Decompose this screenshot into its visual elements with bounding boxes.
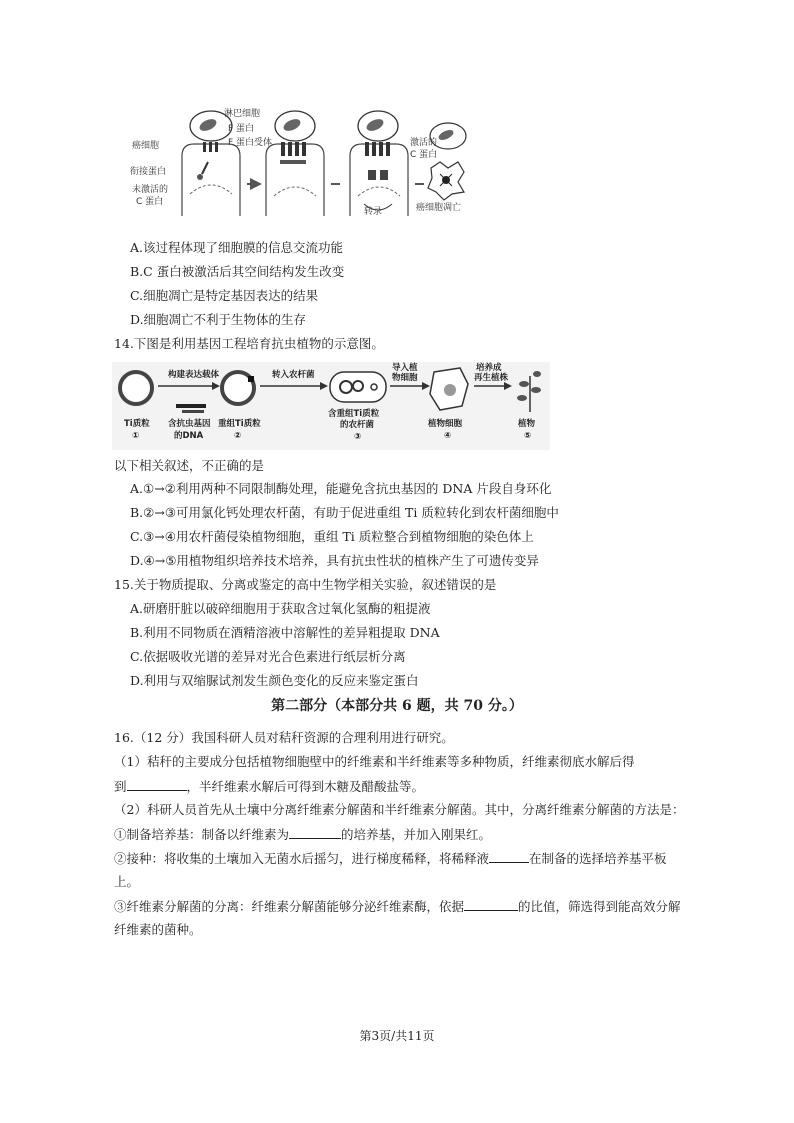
label-apoptosis: 癌细胞凋亡 xyxy=(416,203,462,213)
q15-option-a: A.研磨肝脏以破碎细胞用于获取含过氧化氢酶的粗提液 xyxy=(130,601,431,616)
label-dna-2: 的DNA xyxy=(174,431,204,441)
label-transcription: 转录 xyxy=(364,207,383,217)
answer-blank-2[interactable] xyxy=(289,826,341,839)
q16-step3-prefix: ③纤维素分解菌的分离：纤维素分解菌能够分泌纤维素酶，依据 xyxy=(114,899,465,914)
apoptosis-figure xyxy=(128,104,473,224)
q16-step3-cont: 纤维素的菌种。 xyxy=(114,922,202,937)
label-ti-plasmid: Ti质粒 xyxy=(124,419,150,429)
label-lymphocyte: 淋巴细胞 xyxy=(224,109,261,119)
label-active-c-2: C 蛋白 xyxy=(410,150,438,160)
q16-step2-suffix: 在制备的选择培养基平板 xyxy=(529,851,667,866)
q15-stem: 15.关于物质提取、分离或鉴定的高中生物学相关实验，叙述错误的是 xyxy=(114,577,497,592)
q16-step1 xyxy=(114,826,491,843)
q16-part1-line2 xyxy=(114,778,424,795)
q15-option-c: C.依据吸收光谱的差异对光合色素进行纸层析分离 xyxy=(130,649,406,664)
step-culture-1: 培养成 xyxy=(476,363,502,373)
q16-part1-prefix: 到 xyxy=(114,779,127,794)
label-recomb-plasmid: 重组Ti质粒 xyxy=(218,419,261,429)
q14-option-c: C.③→④用农杆菌侵染植物细胞，重组 Ti 质粒整合到植物细胞的染色体上 xyxy=(130,529,534,544)
label-inactive-c-1: 未激活的 xyxy=(132,185,169,195)
label-f-protein: F 蛋白 xyxy=(228,124,255,134)
section-2-title: 第二部分（本部分共 6 题，共 70 分。） xyxy=(271,698,523,714)
apoptotic-cell xyxy=(428,123,466,200)
step-culture-2: 再生植株 xyxy=(474,373,509,383)
q16-step3 xyxy=(114,898,681,915)
label-inactive-c-2: C 蛋白 xyxy=(136,197,164,207)
label-plant-cell: 植物细胞 xyxy=(428,419,463,429)
q14-option-b: B.②→③可用氯化钙处理农杆菌，有助于促进重组 Ti 质粒转化到农杆菌细胞中 xyxy=(130,505,559,520)
label-num-3: ③ xyxy=(354,432,362,442)
cancer-cell-stage-3 xyxy=(350,111,408,216)
q14-option-d: D.④→⑤用植物组织培养技术培养，具有抗虫性状的植株产生了可遗传变异 xyxy=(130,553,539,568)
q15-option-b: B.利用不同物质在酒精溶液中溶解性的差异粗提取 DNA xyxy=(130,625,440,640)
q16-step1-suffix: 的培养基，并加入刚果红。 xyxy=(341,827,492,842)
label-f-receptor: F 蛋白受体 xyxy=(228,138,273,148)
genetic-engineering-figure xyxy=(112,362,550,450)
q16-stem: 16.（12 分）我国科研人员对秸秆资源的合理利用进行研究。 xyxy=(114,730,454,745)
q16-part1-line1: （1）秸秆的主要成分包括植物细胞壁中的纤维素和半纤维素等多种物质，纤维素彻底水解后得 xyxy=(114,754,635,769)
q16-step2-cont: 上。 xyxy=(114,874,140,889)
q16-part1-suffix: ，半纤维素水解后可得到木糖及醋酸盐等。 xyxy=(186,779,425,794)
label-num-2: ② xyxy=(234,431,242,441)
label-num-1: ① xyxy=(132,431,140,441)
q16-step3-suffix: 的比值，筛选得到能高效分解 xyxy=(518,899,681,914)
label-agro-1: 含重组Ti质粒 xyxy=(328,409,380,419)
q16-step1-prefix: ①制备培养基：制备以纤维素为 xyxy=(114,827,290,842)
label-active-c-1: 激活的 xyxy=(410,138,438,148)
label-num-4: ④ xyxy=(444,431,452,441)
answer-blank-1[interactable] xyxy=(127,778,187,791)
label-plant: 植物 xyxy=(518,419,536,429)
label-num-5: ⑤ xyxy=(524,431,532,441)
label-cancer-cell: 癌细胞 xyxy=(132,141,160,151)
step-introduce-2: 物细胞 xyxy=(392,373,418,383)
q13-option-a: A.该过程体现了细胞膜的信息交流功能 xyxy=(130,240,344,255)
q14-stem: 14.下图是利用基因工程培育抗虫植物的示意图。 xyxy=(114,336,384,351)
q13-option-c: C.细胞凋亡是特定基因表达的结果 xyxy=(130,288,319,303)
step-introduce-1: 导入植 xyxy=(392,363,418,373)
step-build-vector: 构建表达载体 xyxy=(168,370,220,380)
q16-part2: （2）科研人员首先从土壤中分离纤维素分解菌和半纤维素分解菌。其中，分离纤维素分解菌的方法是： xyxy=(114,802,685,817)
q16-step2-prefix: ②接种：将收集的土壤加入无菌水后摇匀，进行梯度稀释，将稀释液 xyxy=(114,851,490,866)
q15-option-d: D.利用与双缩脲试剂发生颜色变化的反应来鉴定蛋白 xyxy=(130,673,419,688)
q16-step2 xyxy=(114,850,667,867)
q14-prompt: 以下相关叙述，不正确的是 xyxy=(114,458,265,473)
q13-option-b: B.C 蛋白被激活后其空间结构发生改变 xyxy=(130,264,345,279)
answer-blank-4[interactable] xyxy=(464,898,518,911)
answer-blank-3[interactable] xyxy=(489,850,529,863)
label-dna-1: 含抗虫基因 xyxy=(168,419,211,429)
cancer-cell-stage-2 xyxy=(266,111,324,216)
q13-option-d: D.细胞凋亡不利于生物体的生存 xyxy=(130,312,307,327)
page-footer: 第3页/共11页 xyxy=(359,1029,435,1043)
step-transfer-agrobacterium: 转入农杆菌 xyxy=(272,370,315,380)
label-agro-2: 的农杆菌 xyxy=(340,420,375,430)
q14-option-a: A.①→②利用两种不同限制酶处理，能避免含抗虫基因的 DNA 片段自身环化 xyxy=(130,481,552,496)
label-adapter-protein: 衔接蛋白 xyxy=(130,167,167,177)
